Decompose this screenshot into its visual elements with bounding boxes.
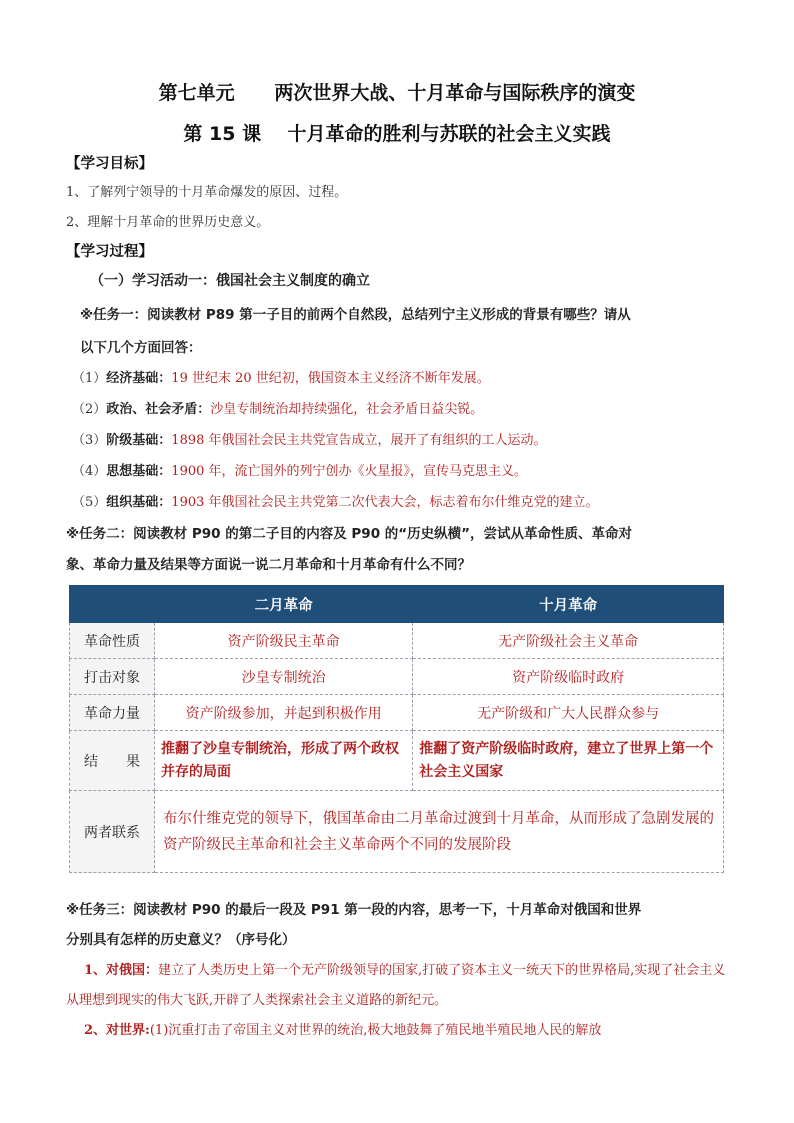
- row-label: 革命力量: [70, 695, 155, 731]
- table-header-row: [70, 586, 724, 623]
- row-label: 两者联系: [70, 791, 155, 873]
- row-label: 结 果: [70, 731, 155, 791]
- objectives-heading: 【学习目标】: [66, 156, 153, 172]
- table-row: [70, 731, 724, 791]
- task2-prompt-line1: ※任务二：阅读教材 P90 的第二子目的内容及 P90 的“历史纵横”，尝试从革命性质、革命对: [66, 526, 633, 542]
- task1-item-5: （5）组织基础：1903 年俄国社会民主共党第二次代表大会，标志着布尔什维克党的建立。: [72, 495, 599, 510]
- process-heading: 【学习过程】: [66, 244, 153, 260]
- task1-item-2: （2）政治、社会矛盾：沙皇专制统治却持续强化，社会矛盾日益尖锐。: [72, 402, 484, 417]
- row-label: 打击对象: [70, 659, 155, 695]
- task1-item-4: （4）思想基础：1900 年，流亡国外的列宁创办《火星报》，宣传马克思主义。: [72, 464, 528, 479]
- task3-prompt-line2: 分别具有怎样的历史意义？（序号化）: [66, 932, 296, 948]
- objective-item-2: 2、理解十月革命的世界历史意义。: [66, 215, 270, 230]
- cell-link: 布尔什维克党的领导下，俄国革命由二月革命过渡到十月革命，从而形成了急剧发展的资产阶级民主革命和社会主义革命两个不同的发展阶段: [155, 791, 724, 873]
- table-row-link: [70, 791, 724, 873]
- cell-oct: 资产阶级临时政府: [413, 659, 724, 695]
- significance-russia: 1、对俄国：建立了人类历史上第一个无产阶级领导的国家,打破了资本主义一统天下的世界格局,实现了社会主义从理想到现实的伟大飞跃,开辟了人类探索社会主义道路的新纪元。: [66, 963, 726, 1008]
- table-row: [70, 659, 724, 695]
- cell-oct: 推翻了资产阶级临时政府，建立了世界上第一个社会主义国家: [413, 731, 724, 791]
- table-corner: [70, 586, 155, 623]
- comparison-table: [69, 585, 724, 873]
- task1-item-3: （3）阶级基础：1898 年俄国社会民主共党宣告成立，展开了有组织的工人运动。: [72, 433, 547, 448]
- cell-oct: 无产阶级社会主义革命: [413, 623, 724, 659]
- activity1-heading: （一）学习活动一：俄国社会主义制度的确立: [90, 273, 370, 289]
- task3-prompt-line1: ※任务三：阅读教材 P90 的最后一段及 P91 第一段的内容，思考一下，十月革命对俄国和世界: [66, 902, 642, 918]
- unit-title: 第七单元 两次世界大战、十月革命与国际秩序的演变: [158, 82, 636, 104]
- cell-feb: 沙皇专制统治: [155, 659, 413, 695]
- task1-prompt-line2: 以下几个方面回答：: [80, 340, 202, 356]
- header-feb: 二月革命: [155, 586, 413, 623]
- cell-oct: 无产阶级和广大人民群众参与: [413, 695, 724, 731]
- row-label: 革命性质: [70, 623, 155, 659]
- cell-feb: 资产阶级民主革命: [155, 623, 413, 659]
- significance-world: 2、对世界:(1)沉重打击了帝国主义对世界的统治,极大地鼓舞了殖民地半殖民地人民的解放: [84, 1023, 602, 1038]
- cell-feb: 推翻了沙皇专制统治，形成了两个政权并存的局面: [155, 731, 413, 791]
- task1-item-1: （1）经济基础：19 世纪末 20 世纪初，俄国资本主义经济不断年发展。: [72, 371, 490, 386]
- lesson-title: 第 15 课 十月革命的胜利与苏联的社会主义实践: [183, 123, 611, 145]
- table-row: [70, 623, 724, 659]
- header-oct: 十月革命: [413, 586, 724, 623]
- task1-prompt-line1: ※任务一：阅读教材 P89 第一子目的前两个自然段，总结列宁主义形成的背景有哪些？请从: [80, 307, 631, 323]
- objective-item-1: 1、了解列宁领导的十月革命爆发的原因、过程。: [66, 185, 348, 200]
- task2-prompt-line2: 象、革命力量及结果等方面说一说二月革命和十月革命有什么不同？: [66, 557, 471, 573]
- cell-feb: 资产阶级参加，并起到积极作用: [155, 695, 413, 731]
- table-row: [70, 695, 724, 731]
